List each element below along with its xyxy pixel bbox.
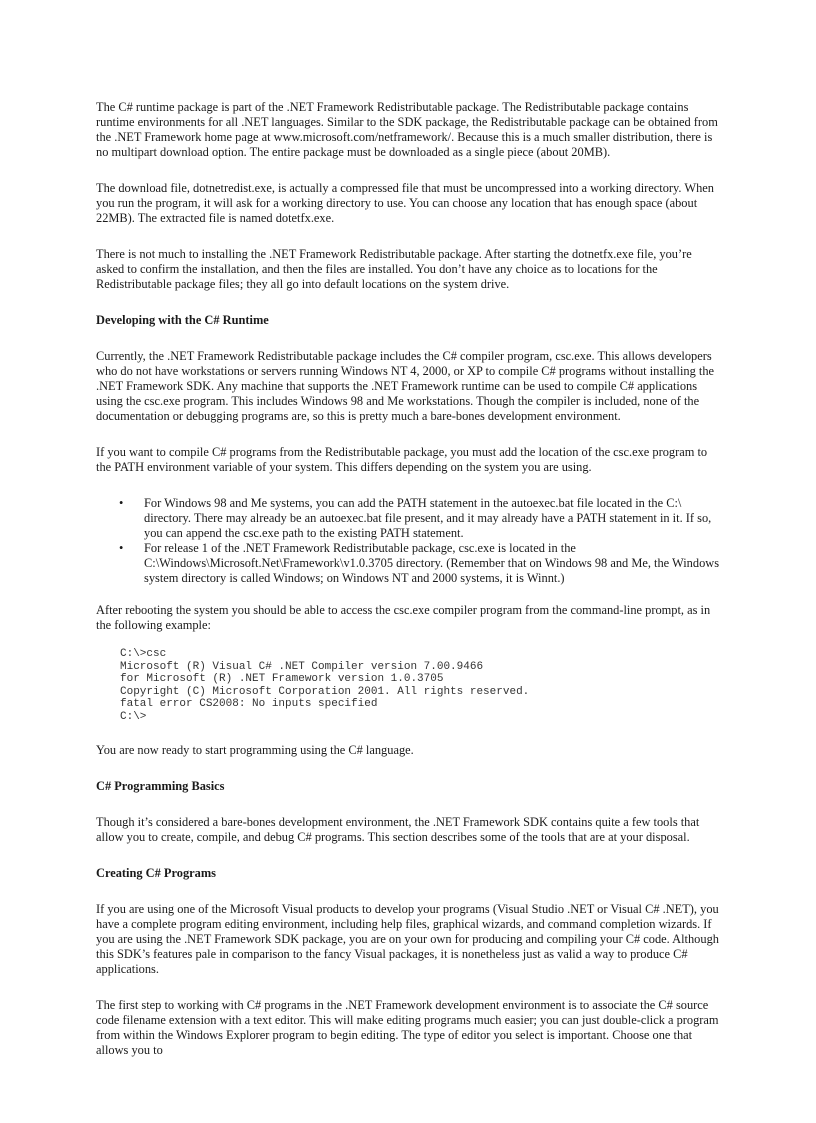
paragraph-installing: There is not much to installing the .NET Framework Redistributable package. After starting the dotnetfx.exe file, you’re asked to confirm the installation, and then the files are installed. You don’t have any choice as to locations for the Redistributable package files; they all go into default locations on the system drive. [96,247,692,291]
paragraph-sdk-tools: Though it’s considered a bare-bones development environment, the .NET Framework SDK contains quite a few tools that allow you to create, compile, and debug C# programs. This section describes some of the tools that are at your disposal. [96,815,700,844]
code-example [120,648,720,723]
bullet-icon: • [119,541,124,555]
heading-creating-programs: Creating C# Programs [96,866,216,880]
paragraph-first-step: The first step to working with C# programs in the .NET Framework development environment is to associate the C# source code filename extension with a text editor. This will make editing programs much easier; you can just double-click a program from within the Windows Explorer program to begin editing. The type of editor you select is important. Choose one that allows you to [96,998,719,1057]
paragraph-visual-products: If you are using one of the Microsoft Visual products to develop your programs (Visual Studio .NET or Visual C# .NET), you have a complete program editing environment, including help files, graphical wizards, and command completion wizards. If you are using the .NET Framework SDK package, you are on your own for producing and compiling your C# code. Although this SDK’s features pale in comparison to the fancy Visual packages, it is nonetheless just as valid a way to produce C# applications. [96,902,719,976]
paragraph-ready-to-program: You are now ready to start programming using the C# language. [96,743,414,757]
paragraph-compiler-included: Currently, the .NET Framework Redistributable package includes the C# compiler program, csc.exe. This allows developers who do not have workstations or servers running Windows NT 4, 2000, or XP to compile C# programs without installing the .NET Framework SDK. Any machine that supports the .NET Framework runtime can be used to compile C# applications using the csc.exe program. This includes Windows 98 and Me workstations. Though the compiler is included, none of the documentation or debugging programs are, so this is pretty much a bare-bones development environment. [96,349,715,423]
paragraph-download-file: The download file, dotnetredist.exe, is actually a compressed file that must be uncompressed into a working directory. When you run the program, it will ask for a working directory to use. You can choose any location that has enough space (about 22MB). The extracted file is named dotetfx.exe. [96,181,714,225]
list-item-text: For release 1 of the .NET Framework Redistributable package, csc.exe is located in the C:\Windows\Microsoft.Net\Framework\v1.0.3705 directory. (Remember that on Windows 98 and Me, the Windows system directory is called Windows; on Windows NT and 2000 systems, it is Winnt.) [144,541,720,585]
paragraph-path-variable: If you want to compile C# programs from the Redistributable package, you must add the location of the csc.exe program to the PATH environment variable of your system. This differs depending on the system you are using. [96,445,708,474]
heading-programming-basics: C# Programming Basics [96,779,225,793]
paragraph-after-rebooting: After rebooting the system you should be able to access the csc.exe compiler program from the command-line prompt, as in the following example: [96,603,711,632]
bullet-icon: • [119,496,124,510]
code-line: C:\> [120,710,147,723]
paragraph-runtime-package: The C# runtime package is part of the .NET Framework Redistributable package. The Redistributable package contains runtime environments for all .NET languages. Similar to the SDK package, the Redistributable package can be obtained from the .NET Framework home page at www.microsoft.com/netframework/. Because this is a much smaller distribution, there is no multipart download option. The entire package must be downloaded as a single piece (about 20MB). [96,100,718,159]
code-line: Copyright (C) Microsoft Corporation 2001. All rights reserved. [120,685,530,698]
code-line: fatal error CS2008: No inputs specified [120,698,378,710]
list-item [96,541,720,586]
list-item-text: For Windows 98 and Me systems, you can add the PATH statement in the autoexec.bat file located in the C:\ directory. There may already be an autoexec.bat file present, and it may already have a PATH statement in it. If so, you can append the csc.exe path to the existing PATH statement. [144,496,712,540]
code-line: for Microsoft (R) .NET Framework version 1.0.3705 [120,673,444,685]
bullet-list [96,496,720,586]
list-item [96,496,720,541]
code-line: Microsoft (R) Visual C# .NET Compiler version 7.00.9466 [120,660,484,673]
code-line: C:\>csc [120,648,167,660]
heading-developing-with-runtime: Developing with the C# Runtime [96,313,269,327]
document-page [96,100,720,1079]
